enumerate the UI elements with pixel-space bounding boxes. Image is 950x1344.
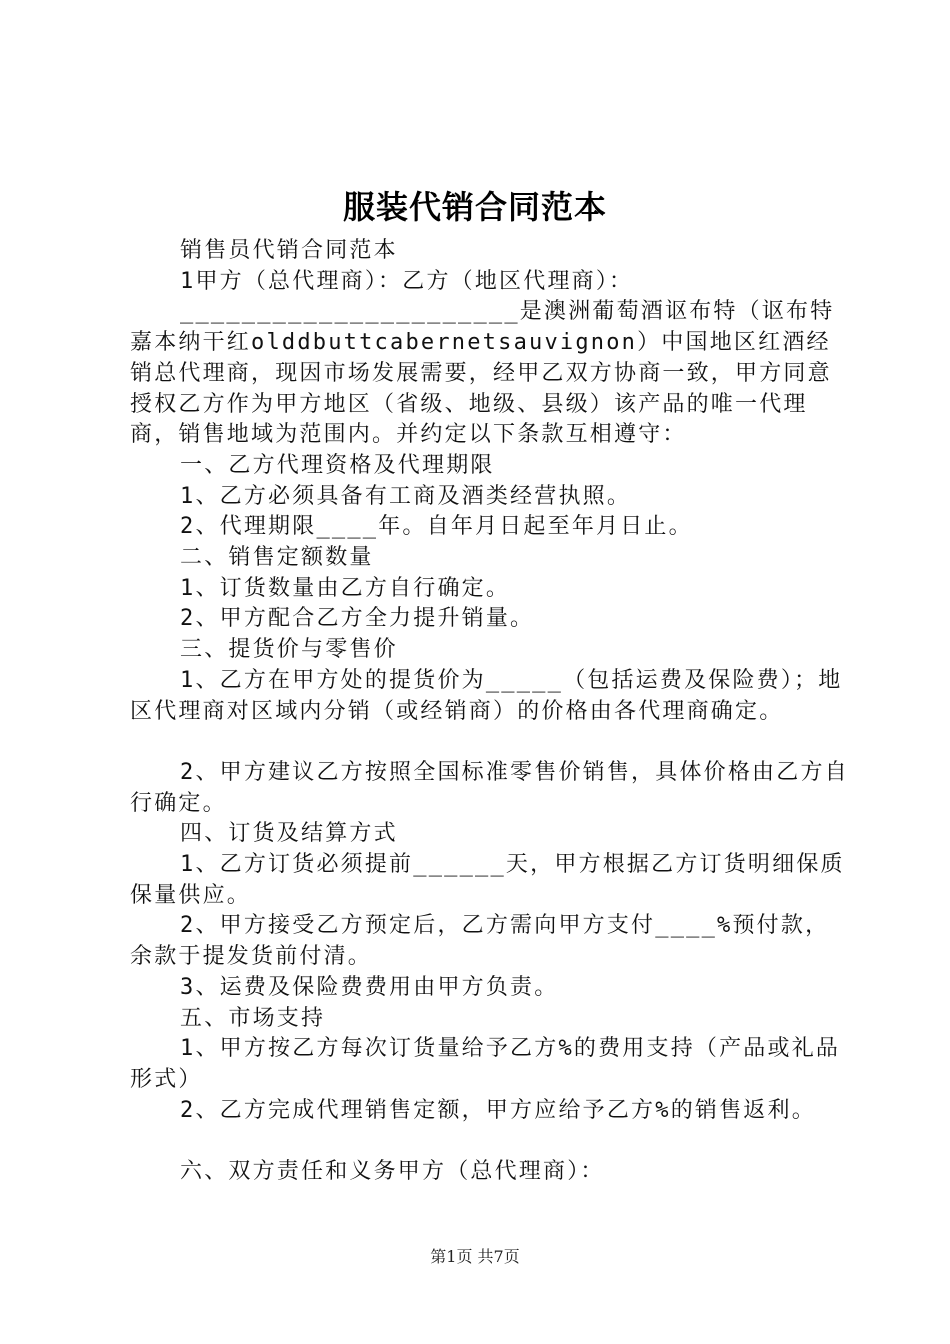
paragraph: 1、乙方必须具备有工商及酒类经营执照。 <box>180 483 632 509</box>
paragraph: 1、乙方订货必须提前______天，甲方根据乙方订货明细保质保量供应。 <box>130 852 845 908</box>
paragraph: 2、代理期限____年。自年月日起至年月日止。 <box>180 514 693 540</box>
paragraph: 销售员代销合同范本 <box>180 238 398 263</box>
paragraph: 1、订货数量由乙方自行确定。 <box>180 575 511 601</box>
paragraph: 2、甲方配合乙方全力提升销量。 <box>180 606 535 632</box>
blank-line <box>130 727 850 758</box>
section-heading: 五、市场支持 <box>180 1005 326 1031</box>
paragraph: ______________________是澳洲葡萄酒讴布特（讴布特嘉本纳干红olddbuttcabernetsauvignon）中国地区红酒经销总代理商，现因市场发展需要，经甲乙双方协商一致，甲方同意授权乙方作为甲方地区（省级、地级、县级）该产品的唯一代理商，销售地域为范围内。并约定以下条款互相遵守： <box>130 299 835 448</box>
section-heading: 六、双方责任和义务甲方（总代理商）： <box>180 1159 605 1185</box>
paragraph: 2、甲方接受乙方预定后，乙方需向甲方支付____%预付款，余款于提发货前付清。 <box>130 913 830 970</box>
section-heading: 四、订货及结算方式 <box>180 821 398 847</box>
paragraph: 1、乙方在甲方处的提货价为_____（包括运费及保险费）；地区代理商对区域内分销（或经销商）的价格由各代理商确定。 <box>130 667 843 724</box>
section-heading: 二、销售定额数量 <box>180 545 374 571</box>
blank-line <box>130 1126 850 1157</box>
document-title: 服装代销合同范本 <box>342 188 607 226</box>
paragraph: 2、甲方建议乙方按照全国标准零售价销售，具体价格由乙方自行确定。 <box>130 759 849 816</box>
document-body <box>130 236 850 1188</box>
section-heading: 一、乙方代理资格及代理期限 <box>180 452 495 478</box>
paragraph: 3、运费及保险费费用由甲方负责。 <box>180 974 559 1000</box>
paragraph: 1、甲方按乙方每次订货量给予乙方%的费用支持（产品或礼品形式） <box>130 1036 841 1092</box>
section-heading: 三、提货价与零售价 <box>180 637 398 663</box>
paragraph: 2、乙方完成代理销售定额，甲方应给予乙方%的销售返利。 <box>180 1097 816 1123</box>
page-footer: 第1页 共7页 <box>430 1247 520 1266</box>
paragraph: 1甲方（总代理商）：乙方（地区代理商）： <box>180 268 634 294</box>
